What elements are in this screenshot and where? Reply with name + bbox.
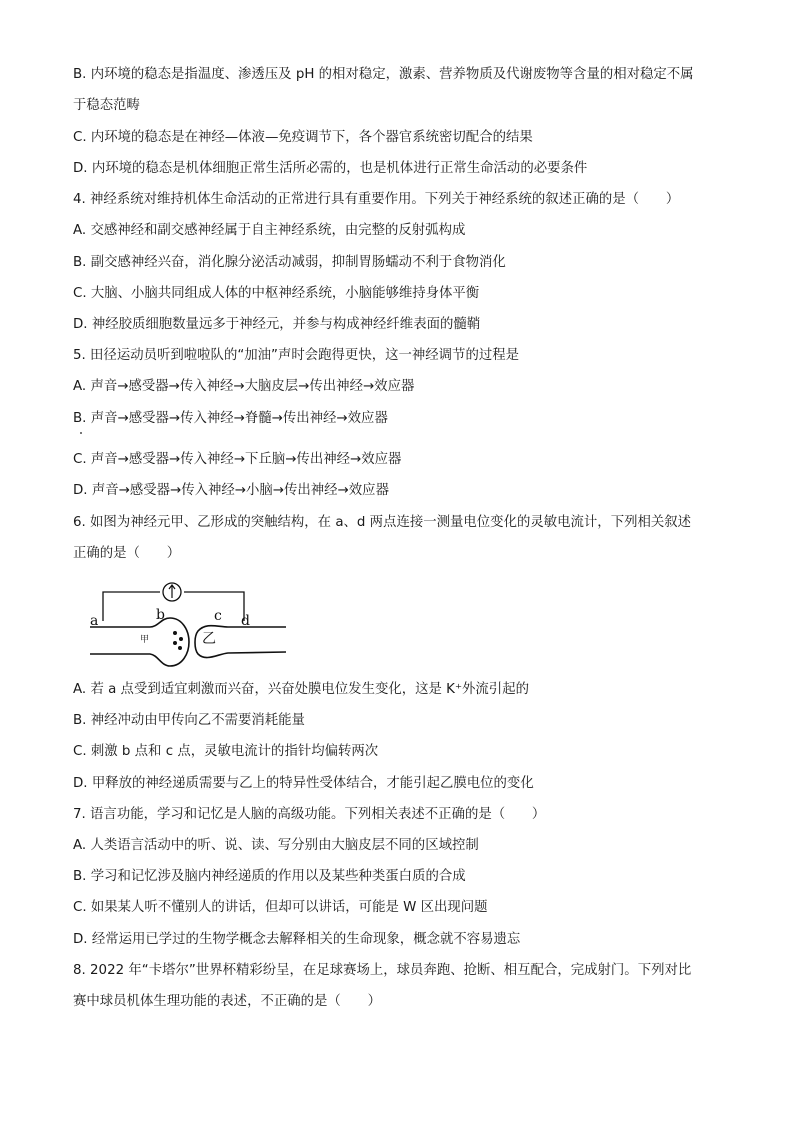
option-6a: A. 若 a 点受到适宜刺激而兴奋，兴奋处膜电位发生变化，这是 K⁺外流引起的 [73, 682, 529, 697]
label-a: a [90, 613, 99, 629]
option-3b-line2: 于稳态范畴 [73, 98, 140, 113]
option-7d: D. 经常运用已学过的生物学概念去解释相关的生命现象，概念就不容易遗忘 [73, 932, 521, 947]
option-5a: A. 声音→感受器→传入神经→大脑皮层→传出神经→效应器 [73, 379, 415, 394]
vesicle [178, 646, 182, 650]
label-yi: 乙 [202, 631, 216, 647]
synapse-diagram [88, 575, 293, 670]
label-d: d [241, 613, 250, 629]
stray-dot [80, 432, 82, 434]
label-c: c [214, 608, 222, 624]
option-7b: B. 学习和记忆涉及脑内神经递质的作用以及某些种类蛋白质的合成 [73, 869, 466, 884]
question-8-stem-line1: 8. 2022 年“卡塔尔”世界杯精彩纷呈，在足球赛场上，球员奔跑、抢断、相互配合，完成射门。下列对比 [73, 963, 692, 978]
vesicle [173, 631, 177, 635]
option-6d: D. 甲释放的神经递质需要与乙上的特异性受体结合，才能引起乙膜电位的变化 [73, 776, 534, 791]
option-3b-line1: B. 内环境的稳态是指温度、渗透压及 pH 的相对稳定，激素、营养物质及代谢废物等含量的相对稳定不属 [73, 67, 694, 82]
option-3d: D. 内环境的稳态是机体细胞正常生活所必需的，也是机体进行正常生命活动的必要条件 [73, 161, 588, 176]
option-7c: C. 如果某人听不懂别人的讲话，但却可以讲话，可能是 W 区出现问题 [73, 900, 488, 915]
question-4-stem: 4. 神经系统对维持机体生命活动的正常进行具有重要作用。下列关于神经系统的叙述正确的是（ ） [73, 192, 680, 207]
vesicle [173, 641, 177, 645]
option-6b: B. 神经冲动由甲传向乙不需要消耗能量 [73, 713, 305, 728]
question-6-stem-line2: 正确的是（ ） [73, 546, 181, 561]
question-6-stem-line1: 6. 如图为神经元甲、乙形成的突触结构，在 a、d 两点连接一测量电位变化的灵敏电流计，下列相关叙述 [73, 515, 692, 530]
option-5b: B. 声音→感受器→传入神经→脊髓→传出神经→效应器 [73, 411, 388, 426]
option-4c: C. 大脑、小脑共同组成人体的中枢神经系统，小脑能够维持身体平衡 [73, 286, 480, 301]
vesicle [179, 637, 183, 641]
question-5-stem: 5. 田径运动员听到啦啦队的“加油”声时会跑得更快，这一神经调节的过程是 [73, 348, 520, 363]
question-7-stem: 7. 语言功能，学习和记忆是人脑的高级功能。下列相关表述不正确的是（ ） [73, 807, 546, 822]
option-5c: C. 声音→感受器→传入神经→下丘脑→传出神经→效应器 [73, 452, 402, 467]
option-4a: A. 交感神经和副交感神经属于自主神经系统，由完整的反射弧构成 [73, 223, 466, 238]
option-5d: D. 声音→感受器→传入神经→小脑→传出神经→效应器 [73, 483, 389, 498]
synapse-svg [88, 575, 293, 670]
question-8-stem-line2: 赛中球员机体生理功能的表述，不正确的是（ ） [73, 994, 381, 1009]
option-7a: A. 人类语言活动中的听、说、读、写分别由大脑皮层不同的区域控制 [73, 838, 479, 853]
label-jia: 甲 [140, 635, 150, 645]
option-3c: C. 内环境的稳态是在神经—体液—免疫调节下，各个器官系统密切配合的结果 [73, 130, 533, 145]
option-4b: B. 副交感神经兴奋，消化腺分泌活动减弱，抑制胃肠蠕动不利于食物消化 [73, 255, 506, 270]
option-4d: D. 神经胶质细胞数量远多于神经元，并参与构成神经纤维表面的髓鞘 [73, 317, 481, 332]
label-b: b [156, 607, 165, 623]
option-6c: C. 刺激 b 点和 c 点，灵敏电流计的指针均偏转两次 [73, 744, 379, 759]
